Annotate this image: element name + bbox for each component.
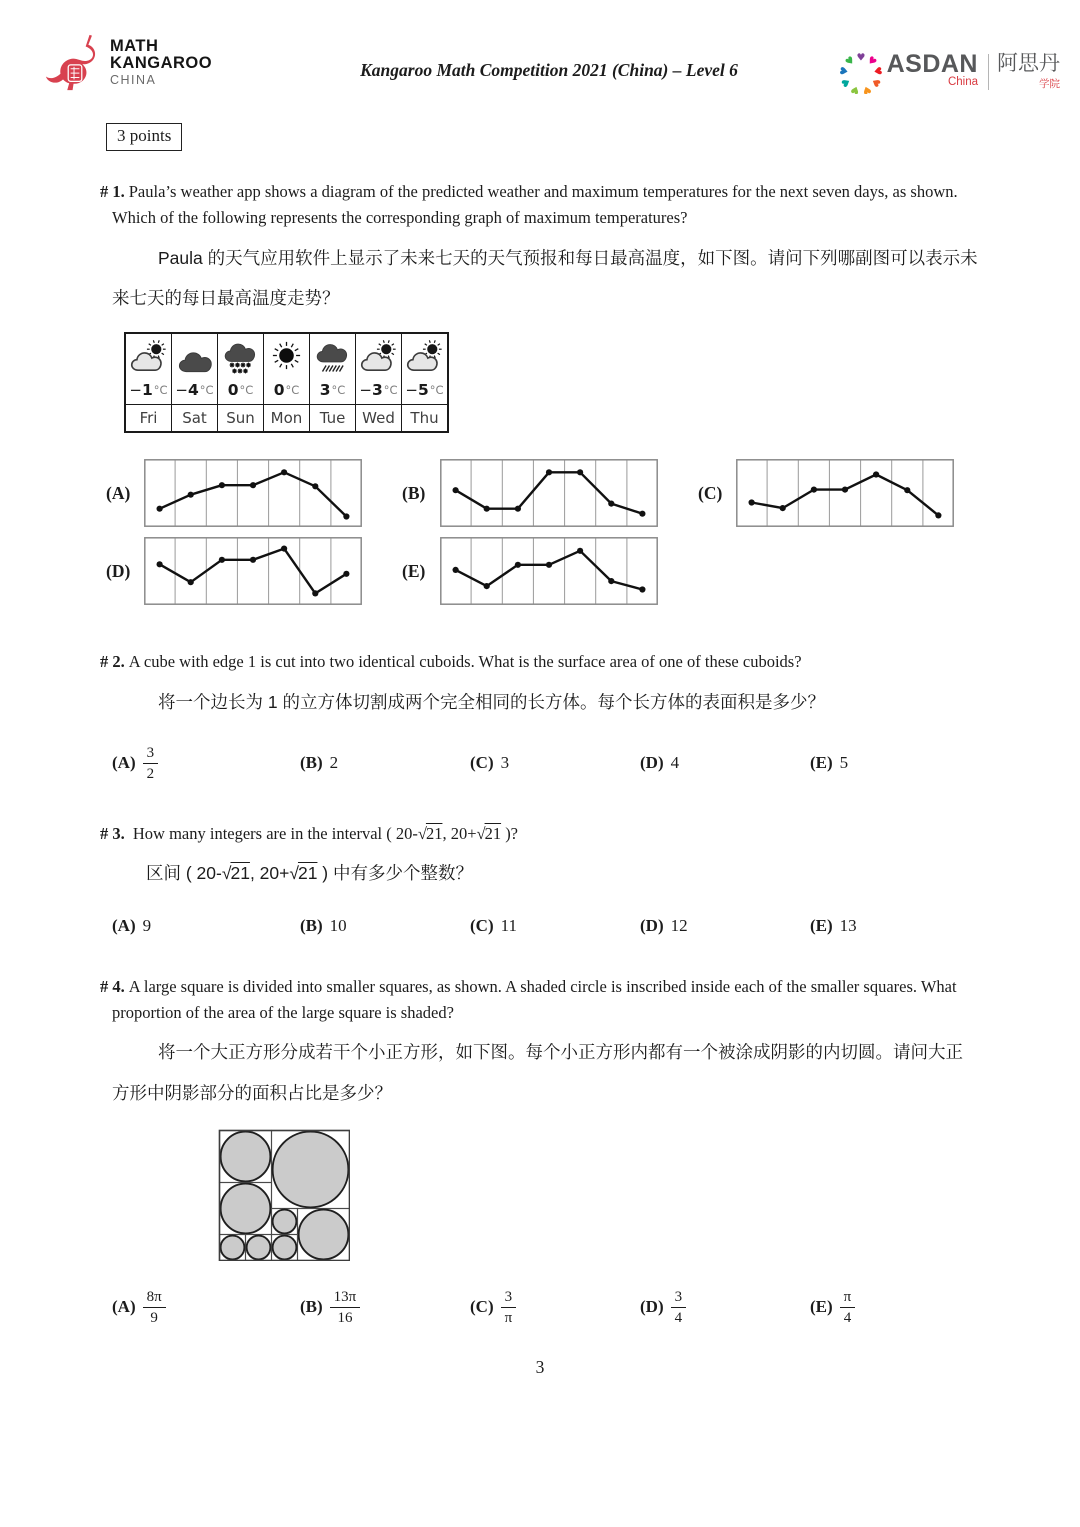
asdan-name: ASDAN [886,50,978,78]
cloudy-icon [172,334,217,376]
asdan-divider [988,54,989,90]
svg-text:♥: ♥ [856,52,866,64]
q4-number: # 4. [100,976,125,996]
q1-graphs [106,459,980,605]
radicand: 21 [484,823,502,843]
day-label: Mon [264,404,309,431]
option-E: (E) 5 [810,753,849,773]
q3-en-post: )? [501,823,519,843]
graph-A [144,459,362,527]
q3-zh-pre: 区间 ( 20- [146,863,222,884]
graph-E [440,537,658,605]
q3-text-en [100,821,980,847]
asdan-cn-sub: 学院 [1039,78,1060,90]
question-1 [100,179,980,605]
graph-B [440,459,658,527]
question-2 [100,649,980,783]
q4-options [100,1288,980,1327]
q3-zh-post: ) 中有多少个整数？ [317,863,473,884]
option-B: (B) 2 [300,753,339,773]
q4-en-body: A large square is divided into smaller squares, as shown. A shaded circle is inscribed inside each of the smaller squares. What proportion of the area of the large square is shaded? [112,976,957,1022]
partly-cloudy-icon [356,334,401,376]
temp-value: − 1 °C [129,381,168,400]
q3-en-mid: , 20+ [442,823,477,843]
q1-text-en [100,179,980,232]
q1-en-body: Paula’s weather app shows a diagram of the predicted weather and maximum temperatures for the next seven days, as shown. Which of the following represents the corresponding graph of maximum temperatures? [112,182,958,228]
q1-option-graph-A [106,459,362,527]
rain-icon [310,334,355,376]
day-label: Sat [172,404,217,431]
svg-text:♥: ♥ [849,82,862,94]
q1-option-graph-C [698,459,954,527]
sqrt-expression: √21 [417,823,443,843]
q2-text-en [100,649,980,675]
option-B: (B) $\frac{13\pi}{16}$ [300,1288,470,1327]
q3-zh-mid: , 20+ [249,863,290,884]
weather-col-mon [263,334,309,431]
logo-line-1: MATH [110,37,159,55]
weather-col-wed [355,334,401,431]
radicand: 21 [297,863,318,884]
inscribed-circles-figure [218,1129,350,1261]
fraction: $\frac{13\pi}{16}$ [330,1288,361,1327]
page-title: Kangaroo Math Competition 2021 (China) – Level 6 [360,60,738,80]
asdan-wordmark [887,52,978,88]
svg-text:♥: ♥ [843,54,858,69]
graph-D [144,537,362,605]
q2-options [100,744,980,783]
math-kangaroo-wordmark [110,38,212,89]
snow-icon [218,334,263,376]
svg-text:♥: ♥ [839,75,854,89]
temp-value: − 5 °C [405,381,444,400]
fraction: $\frac{3}{2}$ [143,744,159,783]
q4-figure [218,1129,980,1266]
q3-options [100,916,980,936]
q1-graph-row-1 [106,459,980,527]
q2-text-zh: 将一个边长为 1 的立方体切割成两个完全相同的长方体。每个长方体的表面积是多少？ [158,691,825,712]
page-content [0,99,1080,1378]
option-label-E: (E) [402,560,426,581]
graph-C [736,459,954,527]
partly-cloudy-icon [402,334,447,376]
option-C: (C) $\frac{3}{\pi}$ [470,1288,640,1327]
fraction: $\frac{\pi}{4}$ [840,1288,856,1327]
svg-text:♥: ♥ [870,65,882,77]
option-label-C: (C) [698,482,723,503]
option-E: (E) 13 [810,915,857,935]
fraction: $\frac{8\pi}{9}$ [143,1288,166,1327]
q1-option-graph-E [402,537,658,605]
q1-text-zh: Paula 的天气应用软件上显示了未来七天的天气预报和每日最高温度，如下图。请问下列哪副图可以表示未来七天的每日最高温度走势？ [112,247,978,309]
question-3 [100,821,980,936]
partly-cloudy-icon [126,334,171,376]
q4-text-zh: 将一个大正方形分成若干个小正方形，如下图。每个小正方形内都有一个被涂成阴影的内切圆。请问大正方形中阴影部分的面积占比是多少？ [112,1042,963,1103]
points-badge: 3 points [106,123,182,151]
q2-en-body: A cube with edge 1 is cut into two identical cuboids. What is the surface area of one of these cuboids? [128,652,802,672]
temp-value: − 3 °C [359,381,398,400]
sqrt-expression: √21 [476,823,502,843]
sqrt-expression: √21 [289,863,318,884]
temp-value: 0 °C [227,381,254,400]
option-D: (D) 4 [640,753,680,773]
q1-option-graph-D [106,537,362,605]
fraction: $\frac{3}{4}$ [671,1288,687,1327]
temp-value: − 4 °C [175,381,214,400]
day-label: Sun [218,404,263,431]
day-label: Tue [310,404,355,431]
q3-text-zh [112,853,980,893]
q3-en-pre: How many integers are in the interval ( 20- [132,823,418,843]
q4-text-en [100,974,980,1027]
sqrt-expression: √21 [221,863,250,884]
weather-col-tue [309,334,355,431]
option-A: (A) 9 [112,915,152,935]
option-label-B: (B) [402,482,426,503]
option-E: (E) $\frac{\pi}{4}$ [810,1288,980,1327]
option-D: (D) 12 [640,915,688,935]
radicand: 21 [425,823,443,843]
q3-number: # 3. [100,823,125,843]
asdan-cn-name: 阿思丹 [997,52,1060,75]
question-4 [100,974,980,1327]
radicand: 21 [230,863,250,884]
asdan-region: China [947,76,978,88]
page-number: 3 [535,1356,545,1377]
q2-number: # 2. [100,652,125,672]
q1-graph-row-2 [106,537,980,605]
day-label: Thu [402,404,447,431]
day-label: Wed [356,404,401,431]
option-D: (D) $\frac{3}{4}$ [640,1288,810,1327]
weather-col-sat [171,334,217,431]
weather-col-thu [401,334,447,431]
asdan-ring-icon [840,52,882,99]
day-label: Fri [126,404,171,431]
asdan-cn-wordmark [997,52,1060,91]
asdan-logo [824,30,1060,99]
option-B: (B) 10 [300,915,347,935]
logo-line-3: CHINA [110,73,157,87]
option-A: (A) $\frac{8\pi}{9}$ [112,1288,300,1327]
temp-value: 3 °C [319,381,346,400]
q1-option-graph-B [402,459,658,527]
weather-col-sun [217,334,263,431]
option-A: (A) $\frac{3}{2}$ [112,744,300,783]
math-kangaroo-logo [44,30,274,97]
page-header [0,0,1080,99]
svg-text:♥: ♥ [867,75,882,89]
option-C: (C) 11 [470,915,517,935]
logo-line-2: KANGAROO [110,54,213,72]
svg-text:♥: ♥ [839,65,851,77]
kangaroo-icon [44,30,106,97]
option-label-A: (A) [106,482,131,503]
svg-text:♥: ♥ [859,82,873,94]
sunny-icon [264,334,309,376]
weather-col-fri [126,334,171,431]
q1-number: # 1. [100,182,125,201]
weather-table [124,332,449,433]
option-label-D: (D) [106,560,131,581]
temp-value: 0 °C [273,381,300,400]
svg-text:♥: ♥ [864,54,878,69]
option-C: (C) 3 [470,753,510,773]
fraction: $\frac{3}{\pi}$ [501,1288,517,1327]
